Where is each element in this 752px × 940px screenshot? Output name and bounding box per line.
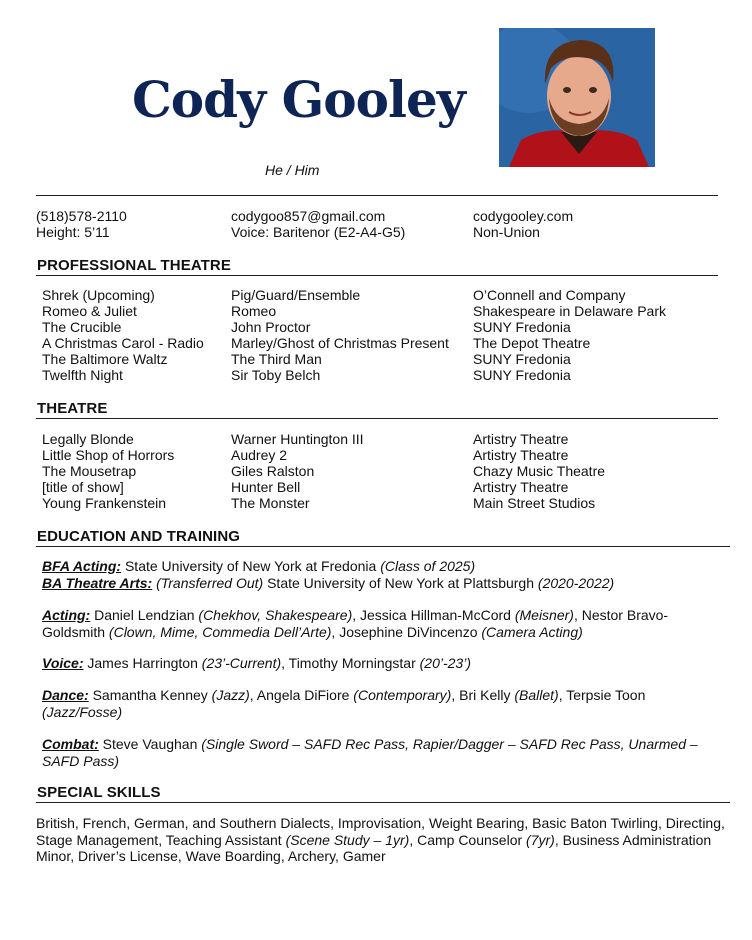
style: (Clown, Mime, Commedia Dell’Arte) bbox=[108, 624, 332, 640]
skills-text: , Camp Counselor bbox=[409, 831, 527, 848]
contact-column-2 bbox=[231, 208, 405, 240]
section-divider bbox=[36, 546, 730, 547]
credit-show: Little Shop of Horrors bbox=[42, 447, 175, 463]
degree-years: (Class of 2025) bbox=[380, 558, 476, 574]
credit-company: The Depot Theatre bbox=[473, 335, 591, 351]
teacher: , Jessica Hillman-McCord bbox=[352, 607, 515, 623]
credit-company: Artistry Theatre bbox=[473, 447, 569, 463]
credit-role: Pig/Guard/Ensemble bbox=[231, 287, 361, 303]
teacher: Steve Vaughan bbox=[98, 736, 202, 752]
degree-school: State University of New York at Plattsburgh bbox=[263, 575, 538, 591]
union-status: Non-Union bbox=[473, 224, 540, 240]
credit-show: [title of show] bbox=[42, 479, 124, 495]
skills-detail: (7yr) bbox=[526, 831, 555, 848]
header-divider bbox=[36, 195, 718, 196]
credit-company: Artistry Theatre bbox=[473, 431, 569, 447]
credit-show: Legally Blonde bbox=[42, 431, 134, 447]
degree-note: (Transferred Out) bbox=[152, 575, 264, 591]
contact-column-1 bbox=[36, 208, 127, 240]
credit-company: Main Street Studios bbox=[473, 495, 596, 511]
degree-ba bbox=[42, 575, 722, 592]
email: codygoo857@gmail.com bbox=[231, 208, 386, 224]
section-title-theatre: THEATRE bbox=[37, 400, 108, 417]
credit-role: Giles Ralston bbox=[231, 463, 315, 479]
teacher: , Timothy Morningstar bbox=[281, 655, 420, 671]
contact-column-3 bbox=[473, 208, 573, 240]
credit-show: A Christmas Carol - Radio bbox=[42, 335, 204, 351]
style: (23’-Current) bbox=[201, 655, 282, 671]
special-skills-text bbox=[36, 815, 726, 865]
training-label: Acting: bbox=[42, 607, 91, 623]
degree-label: BA Theatre Arts: bbox=[42, 575, 153, 591]
credit-show: The Crucible bbox=[42, 319, 122, 335]
credit-company: SUNY Fredonia bbox=[473, 319, 571, 335]
professional-shows-column bbox=[42, 287, 204, 383]
theatre-companies-column bbox=[473, 431, 605, 511]
style: (Camera Acting) bbox=[481, 624, 583, 640]
credit-show: Romeo & Juliet bbox=[42, 303, 137, 319]
style: (Meisner) bbox=[514, 607, 574, 623]
training-label: Dance: bbox=[42, 687, 89, 703]
style: (Ballet) bbox=[514, 687, 559, 703]
headshot-photo bbox=[499, 28, 655, 167]
credit-show: Young Frankenstein bbox=[42, 495, 167, 511]
teacher: , Bri Kelly bbox=[451, 687, 515, 703]
training-combat bbox=[42, 736, 722, 770]
teacher: , Josephine DiVincenzo bbox=[331, 624, 482, 640]
credit-show: Shrek (Upcoming) bbox=[42, 287, 155, 303]
height: Height: 5’11 bbox=[36, 224, 110, 240]
credit-company: SUNY Fredonia bbox=[473, 367, 571, 383]
credit-role: Warner Huntington III bbox=[231, 431, 364, 447]
credit-company: Chazy Music Theatre bbox=[473, 463, 606, 479]
style: (20’-23’) bbox=[419, 655, 471, 671]
degree-bfa bbox=[42, 558, 722, 575]
skills-text: British, French, German, and Southern Dialects, Improvisation, Weight Bearing, Basic Baton Twirling, Directing, Stage Management, Teaching Assistant bbox=[36, 815, 725, 848]
credit-company: Shakespeare in Delaware Park bbox=[473, 303, 666, 319]
section-divider bbox=[36, 802, 730, 803]
degree-school: State University of New York at Fredonia bbox=[121, 558, 381, 574]
training-dance bbox=[42, 687, 722, 721]
credit-show: The Baltimore Waltz bbox=[42, 351, 168, 367]
style: (Chekhov, Shakespeare) bbox=[198, 607, 353, 623]
teacher: , Nestor Bravo-Goldsmith bbox=[42, 607, 669, 640]
credit-role: Marley/Ghost of Christmas Present bbox=[231, 335, 449, 351]
credit-role: John Proctor bbox=[231, 319, 311, 335]
credit-role: Romeo bbox=[231, 303, 277, 319]
theatre-roles-column bbox=[231, 431, 364, 511]
style: (Single Sword – SAFD Rec Pass, Rapier/Dagger – SAFD Rec Pass, Unarmed – SAFD Pass) bbox=[42, 736, 698, 769]
credit-role: Hunter Bell bbox=[231, 479, 301, 495]
theatre-shows-column bbox=[42, 431, 174, 511]
professional-companies-column bbox=[473, 287, 666, 383]
training-acting bbox=[42, 607, 722, 641]
credit-role: The Third Man bbox=[231, 351, 322, 367]
credit-role: Sir Toby Belch bbox=[231, 367, 321, 383]
skills-text: , Business Administration Minor, Driver’s License, Wave Boarding, Archery, Gamer bbox=[36, 831, 712, 864]
training-voice bbox=[42, 655, 722, 672]
pronouns: He / Him bbox=[265, 162, 320, 178]
section-divider bbox=[36, 275, 718, 276]
credit-company: Artistry Theatre bbox=[473, 479, 569, 495]
credit-company: SUNY Fredonia bbox=[473, 351, 571, 367]
teacher: , Terpsie Toon bbox=[558, 687, 646, 703]
section-title-professional-theatre: PROFESSIONAL THEATRE bbox=[37, 257, 231, 274]
style: (Jazz) bbox=[211, 687, 250, 703]
credit-show: The Mousetrap bbox=[42, 463, 137, 479]
voice-type: Voice: Baritenor (E2-A4-G5) bbox=[231, 224, 406, 240]
teacher: Daniel Lendzian bbox=[90, 607, 199, 623]
teacher: , Angela DiFiore bbox=[249, 687, 354, 703]
professional-roles-column bbox=[231, 287, 449, 383]
style: (Contemporary) bbox=[353, 687, 452, 703]
section-divider bbox=[36, 418, 718, 419]
credit-company: O’Connell and Company bbox=[473, 287, 626, 303]
website: codygooley.com bbox=[473, 208, 574, 224]
teacher: James Harrington bbox=[83, 655, 202, 671]
headshot-image bbox=[499, 28, 655, 167]
phone: (518)578-2110 bbox=[36, 208, 127, 224]
credit-role: The Monster bbox=[231, 495, 310, 511]
section-title-education: EDUCATION AND TRAINING bbox=[37, 528, 241, 545]
actor-name: Cody Gooley bbox=[132, 70, 465, 129]
training-label: Voice: bbox=[42, 655, 84, 671]
training-label: Combat: bbox=[42, 736, 99, 752]
degree-years: (2020-2022) bbox=[537, 575, 615, 591]
credit-show: Twelfth Night bbox=[42, 367, 123, 383]
teacher: Samantha Kenney bbox=[88, 687, 212, 703]
section-title-special-skills: SPECIAL SKILLS bbox=[37, 784, 161, 801]
credit-role: Audrey 2 bbox=[231, 447, 288, 463]
degree-label: BFA Acting: bbox=[42, 558, 122, 574]
skills-detail: (Scene Study – 1yr) bbox=[285, 831, 410, 848]
style: (Jazz/Fosse) bbox=[42, 704, 123, 720]
